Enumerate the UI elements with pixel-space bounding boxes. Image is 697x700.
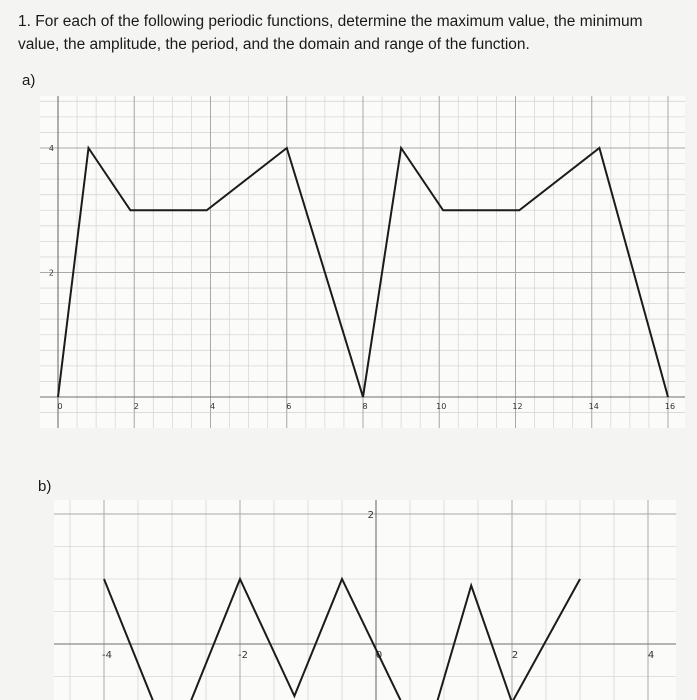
chart-b-x-tick-label: -2 (238, 650, 248, 661)
question-text: 1. For each of the following periodic functions, determine the maximum value, the minimum value, the amplitude, the period, and the domain and range of the function. (18, 13, 643, 53)
chart-a (40, 96, 685, 428)
chart-b-y-tick-label: 2 (367, 510, 374, 521)
chart-a-x-tick-label: 0 (57, 402, 63, 411)
chart-a-x-tick-label: 12 (512, 402, 523, 411)
chart-a-x-tick-label: 2 (133, 402, 139, 411)
chart-a-x-tick-label: 4 (209, 402, 216, 411)
chart-a-y-tick-label: 2 (48, 268, 54, 278)
chart-b-x-tick-label: 0 (375, 650, 383, 661)
chart-a-y-tick-label: 4 (48, 144, 54, 153)
chart-b-background (54, 500, 676, 700)
chart-b-x-tick-label: 2 (511, 650, 519, 661)
chart-a-x-tick-label: 14 (588, 402, 599, 411)
chart-a-x-tick-label: 10 (436, 402, 447, 411)
part-a-label: a) (22, 72, 36, 89)
chart-a-x-tick-label: 16 (664, 402, 676, 411)
chart-a-x-tick-label: 8 (362, 402, 368, 411)
chart-b-x-tick-label: 4 (647, 650, 655, 661)
chart-a-x-tick-label: 6 (286, 402, 292, 411)
chart-b (54, 500, 676, 700)
chart-b-x-tick-label: -4 (102, 650, 112, 661)
part-b-label: b) (38, 478, 52, 495)
